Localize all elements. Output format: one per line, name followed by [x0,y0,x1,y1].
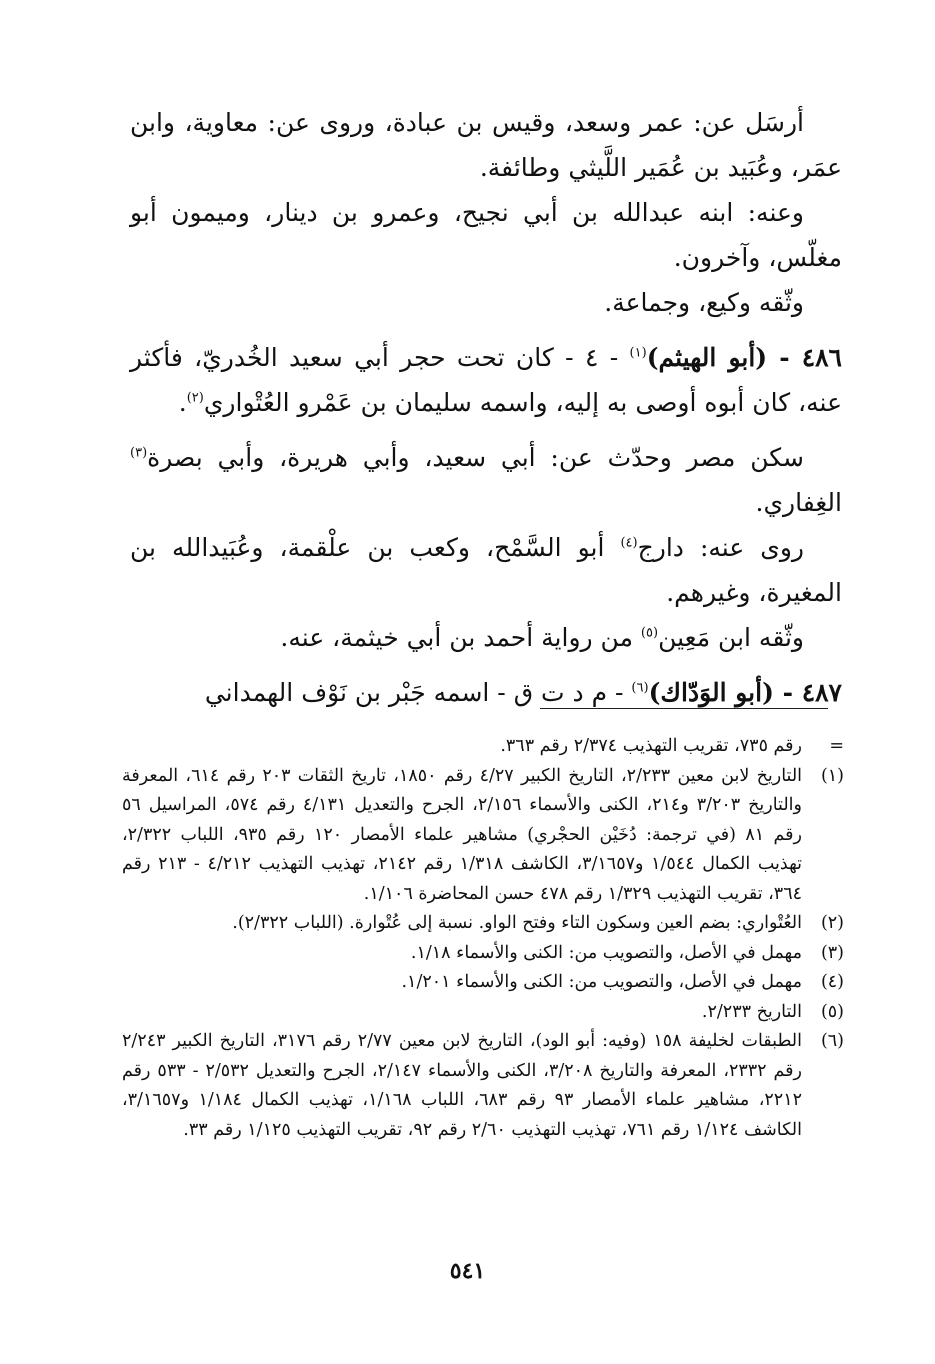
footnote-text: مهمل في الأصل، والتصويب من: الكنى والأسماء ١/١٨. [410,942,802,963]
paragraph-narrators [130,525,842,615]
paragraph-text-end: الغِفاري. [755,488,842,517]
paragraph-text: سكن مصر وحدّث عن: أبي سعيد، وأبي هريرة، وأبي بصرة [147,443,804,472]
entry-name: (أبو الوَدّاك) [648,678,774,707]
footnote-ref: (٦) [631,680,649,696]
entry-text: - م د ت ق - اسمه جَبْر بن نَوْف الهمداني [204,678,632,707]
footnote-ref: (٢) [186,390,204,406]
footnote-text: الطبقات لخليفة ١٥٨ (وفيه: أبو الود)، التاريخ لابن معين ٢/٧٧ رقم ٣١٧٦، التاريخ الكبير ٢/٢٤٣ رقم ٢٣٣٢، المعرفة والتاريخ ٣/٢٠٨، الكنى والأسماء ٢/١٤٧، الجرح والتعديل ٢/٥٣٢ - ٥٣٣ رقم ٢٢١٢، مشاهير علماء الأمصار ٩٣ رقم ٦٨٣، اللباب ١/١٦٨، تهذيب الكمال ١/١٨٤ و٣/١٦٥٧، الكاشف ١/١٢٤ رقم ٧٦١، تهذيب التهذيب ٢/٦٠ رقم ٩٢، تقريب التهذيب ١/١٢٥ رقم ٣٣. [122,1031,802,1140]
footnote-text: التاريخ ٢/٢٣٣. [701,1001,802,1022]
entry-number: ٤٨٧ - [773,678,842,707]
footnote-continuation [122,732,844,762]
footnote-ref: (٣) [130,445,148,461]
entry-text: - ٤ - كان تحت حجر أبي سعيد الخُدريّ، فأكثر عنه، كان أبوه أوصى به إليه، واسمه سليمان بن عَمْرو العُتْواري [130,343,842,417]
footnote-text: التاريخ لابن معين ٢/٢٣٣، التاريخ الكبير ٤/٢٧ رقم ١٨٥٠، تاريخ الثقات ٢٠٣ رقم ٦١٤، المعرفة والتاريخ ٣/٢٠٣ و٢١٤، الكنى والأسماء ٢/١٥٦، الجرح والتعديل ٤/١٣١ رقم ٥٧٤، المراسيل ٥٦ رقم ٨١ (في ترجمة: دُخَيْن الحجْري) مشاهير علماء الأمصار ١٢٠ رقم ٩٣٥، اللباب ٢/٣٢٢، تهذيب الكمال ١/٥٤٤ و٣/١٦٥٧، الكاشف ١/٣١٨ رقم ٢١٤٢، تهذيب التهذيب ٤/٢١٢ - ٢١٣ رقم ٣٦٤، تقريب التهذيب ١/٣٢٩ رقم ٤٧٨ حسن المحاضرة ١/١٠٦. [122,765,803,904]
footnote-mark: (٥) [820,1001,844,1022]
footnote-mark: (٤) [820,972,844,992]
paragraph-narrated-from [130,100,842,190]
footnotes [122,732,844,1145]
entry-end: . [178,388,187,417]
paragraph-authentication [130,280,842,325]
paragraph-text-end: أبو السَّمْح، وكعب بن علْقمة، وعُبَيدالله بن المغيرة، وغيرهم. [130,533,842,607]
paragraph-text: روى عنه: دارج [637,533,804,562]
footnote-mark: = [829,736,844,756]
entry-name: (أبو الهيثم) [646,343,768,372]
footnote-text: مهمل في الأصل، والتصويب من: الكنى والأسماء ١/٢٠١. [401,972,802,992]
paragraph-text: أرسَل عن: عمر وسعد، وقيس بن عبادة، وروى عن: معاوية، وابن عمَر، وعُبَيد بن عُمَير اللَّيثي وطائفة. [130,108,842,182]
entry-486 [130,335,842,425]
footnote-mark: (١) [820,765,844,786]
footnote-ref: (٤) [620,535,638,551]
page-number: ٥٤١ [449,1258,486,1284]
main-text [130,100,842,715]
paragraph-ibn-maeen [130,615,842,660]
footnote-ref: (٥) [640,625,659,641]
paragraph-text: وعنه: ابنه عبدالله بن أبي نجيح، وعمرو بن دينار، وميمون أبو مغلّس، وآخرون. [130,198,842,272]
footnote-6 [122,1027,844,1145]
paragraph-text: وثّقه ابن مَعِين [658,623,804,652]
footnote-5 [122,998,844,1028]
footnote-3 [122,939,844,969]
footnote-mark: (٣) [820,942,844,963]
footnote-text: العُتْواري: بضم العين وسكون التاء وفتح الواو. نسبة إلى عُتْوارة. (اللباب ٢/٣٢٢). [232,913,802,933]
footnote-separator [540,708,828,709]
footnote-1 [122,762,844,910]
footnote-ref: (١) [629,345,647,361]
footnote-text: رقم ٧٣٥، تقريب التهذيب ٢/٣٧٤ رقم ٣٦٣. [500,736,802,756]
paragraph-text: وثّقه وكيع، وجماعة. [604,288,804,317]
footnote-4 [122,968,844,998]
footnote-mark: (٢) [820,913,844,933]
paragraph-narrated-by [130,190,842,280]
footnote-2 [122,909,844,939]
paragraph-text-end: من رواية أحمد بن أبي خيثمة، عنه. [280,623,641,652]
footnote-mark: (٦) [820,1031,844,1051]
paragraph-residence [130,435,842,525]
entry-number: ٤٨٦ - [767,343,842,372]
